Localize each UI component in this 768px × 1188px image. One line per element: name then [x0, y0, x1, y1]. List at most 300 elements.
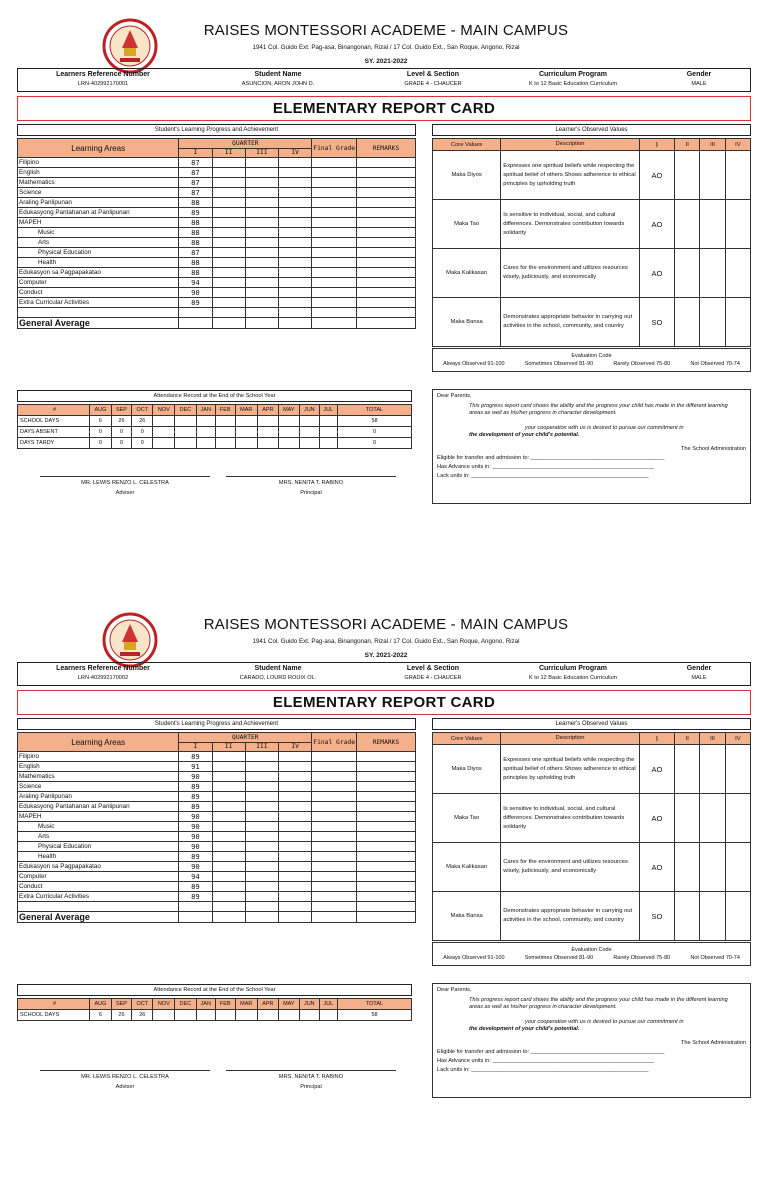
quarter-4-grade	[279, 258, 312, 268]
general-average-cell	[357, 317, 416, 328]
core-value-q4	[725, 794, 750, 843]
learning-area-label: Music	[18, 822, 179, 832]
lrn-value: LRN-402992170002	[77, 675, 129, 681]
blank-cell	[357, 308, 416, 318]
quarter-4-grade	[279, 762, 312, 772]
final-grade	[312, 802, 357, 812]
quarter-3-grade	[245, 862, 278, 872]
quarter-1-grade: 90	[179, 812, 212, 822]
core-value-q4	[725, 249, 750, 298]
remarks-cell	[357, 298, 416, 308]
learning-area-label: Physical Education	[18, 842, 179, 852]
month-header-dec: DEC	[175, 405, 196, 416]
attendance-cell: 0	[90, 438, 112, 449]
school-seal-icon	[102, 612, 158, 668]
learning-area-label: Edukasyong Pantahanan at Panlipunan	[18, 802, 179, 812]
final-grade	[312, 168, 357, 178]
attendance-hash-header: #	[18, 999, 90, 1010]
description-header: Description	[501, 733, 640, 745]
quarter-2-grade	[212, 882, 245, 892]
learning-area-label: Edukasyong Pantahanan at Panlipunan	[18, 208, 179, 218]
remarks-cell	[357, 248, 416, 258]
principal-role: Principal	[300, 490, 322, 496]
core-value-name: Maka Tao	[433, 794, 501, 843]
grade-row	[18, 198, 416, 208]
quarter-1-grade: 94	[179, 278, 212, 288]
values-section-title: Learner's Observed Values	[432, 718, 751, 730]
quarter-4-grade	[279, 238, 312, 248]
quarter-4-grade	[279, 752, 312, 762]
final-grade	[312, 268, 357, 278]
quarter-3-grade	[245, 178, 278, 188]
level-value: GRADE 4 - CHAUCER	[404, 675, 462, 681]
quarter-4-grade	[279, 298, 312, 308]
quarter-4-grade	[279, 772, 312, 782]
final-grade	[312, 188, 357, 198]
principal-role: Principal	[300, 1084, 322, 1090]
grade-row	[18, 792, 416, 802]
report-title: ELEMENTARY REPORT CARD	[17, 690, 751, 715]
attendance-row-label: SCHOOL DAYS	[18, 416, 90, 427]
core-value-description: Expresses one spiritual beliefs while respecting the spiritual belief of others Shows adherence to ethical principles by upholding truth	[501, 745, 640, 794]
attendance-cell	[235, 416, 257, 427]
core-value-q3	[700, 745, 725, 794]
parents-commitment: the development of your child's potential.	[469, 1026, 580, 1032]
remarks-cell	[357, 772, 416, 782]
blank-cell	[279, 902, 312, 912]
quarter-3-grade	[245, 158, 278, 168]
learning-area-label: Computer	[18, 278, 179, 288]
quarter-2-grade	[212, 228, 245, 238]
quarter-4-grade	[279, 248, 312, 258]
learning-area-label: English	[18, 168, 179, 178]
final-grade	[312, 238, 357, 248]
attendance-cell: 26	[132, 416, 153, 427]
core-values-table	[432, 138, 751, 347]
general-average-label: General Average	[18, 317, 179, 328]
adviser-name: MR. LEWIS RENZO L. CELESTRA	[81, 1074, 169, 1080]
month-header-feb: FEB	[215, 405, 235, 416]
quarter-1-grade: 90	[179, 772, 212, 782]
school-administration: The School Administration	[681, 1040, 746, 1046]
final-grade	[312, 772, 357, 782]
grade-row	[18, 772, 416, 782]
learning-area-label: Mathematics	[18, 772, 179, 782]
principal-name: MRS. NENITA T. RABINO	[278, 1074, 344, 1080]
general-average-row	[18, 911, 416, 922]
evaluation-code-box	[432, 942, 751, 966]
quarter-1-grade: 87	[179, 178, 212, 188]
core-value-row	[433, 794, 751, 843]
remarks-cell	[357, 892, 416, 902]
quarter-2-grade	[212, 862, 245, 872]
remarks-cell	[357, 762, 416, 772]
month-header-dec: DEC	[175, 999, 196, 1010]
quarter-2-grade	[212, 298, 245, 308]
grade-row	[18, 832, 416, 842]
month-header-oct: OCT	[132, 405, 153, 416]
quarter-3-grade	[245, 822, 278, 832]
learning-area-label: Science	[18, 188, 179, 198]
attendance-cell	[196, 1010, 215, 1021]
attendance-cell	[257, 427, 278, 438]
remarks-cell	[357, 832, 416, 842]
grade-row	[18, 278, 416, 288]
month-header-mar: MAR	[235, 999, 257, 1010]
core-value-q3	[700, 892, 725, 941]
curriculum-column	[498, 663, 648, 685]
core-value-q3	[700, 249, 725, 298]
quarter-3-grade	[245, 268, 278, 278]
month-header-apr: APR	[257, 405, 278, 416]
attendance-cell: 0	[90, 427, 112, 438]
learning-area-label: Extra Curricular Activities	[18, 892, 179, 902]
adviser-signature-line	[40, 476, 210, 477]
quarter-1-grade: 89	[179, 802, 212, 812]
quarter-3-grade	[245, 882, 278, 892]
month-header-jun: JUN	[299, 999, 319, 1010]
parents-body: This progress report card shows the ability and the progress your child has made in the different learning areas as well as his/her progress in character development.	[469, 997, 728, 1010]
grade-row	[18, 288, 416, 298]
remarks-cell	[357, 792, 416, 802]
quarter-2-grade	[212, 168, 245, 178]
quarter-3-grade	[245, 812, 278, 822]
core-value-row	[433, 745, 751, 794]
remarks-cell	[357, 842, 416, 852]
attendance-cell: 26	[111, 1010, 131, 1021]
quarter-3-grade	[245, 802, 278, 812]
quarter-1-grade: 88	[179, 228, 212, 238]
grade-row	[18, 208, 416, 218]
cv-q1-header: I	[639, 139, 674, 151]
month-header-jun: JUN	[299, 405, 319, 416]
school-year: SY. 2021-2022	[364, 652, 408, 659]
quarter-4-grade	[279, 178, 312, 188]
quarter-4-grade	[279, 862, 312, 872]
remarks-cell	[357, 208, 416, 218]
remarks-cell	[357, 882, 416, 892]
core-value-q4	[725, 298, 750, 347]
core-value-name: Maka Kalikasan	[433, 249, 501, 298]
remarks-cell	[357, 822, 416, 832]
quarter-4-grade	[279, 812, 312, 822]
eligible-line: Eligible for transfer and admission to: ___________________________________________	[437, 1049, 665, 1055]
attendance-row	[18, 1010, 412, 1021]
remarks-cell	[357, 238, 416, 248]
principal-signature-line	[226, 476, 396, 477]
month-header-nov: NOV	[153, 999, 175, 1010]
quarter-4-grade	[279, 802, 312, 812]
blank-cell	[212, 308, 245, 318]
core-value-q2	[675, 794, 700, 843]
quarter-1-grade: 88	[179, 268, 212, 278]
quarter-4-grade	[279, 892, 312, 902]
general-average-row	[18, 317, 416, 328]
quarter-4-grade	[279, 158, 312, 168]
final-grade	[312, 178, 357, 188]
quarter-3-grade	[245, 288, 278, 298]
advance-units-line: Has Advance units in: ____________________________________________________	[437, 464, 655, 470]
grade-row	[18, 852, 416, 862]
blank-row	[18, 902, 416, 912]
grade-row	[18, 872, 416, 882]
final-grade	[312, 288, 357, 298]
school-name: RAISES MONTESSORI ACADEME - MAIN CAMPUS	[203, 616, 569, 633]
final-grade	[312, 792, 357, 802]
grade-row	[18, 248, 416, 258]
attendance-cell	[299, 1010, 319, 1021]
quarter-3-grade	[245, 852, 278, 862]
final-grade-header: Final Grade	[312, 733, 357, 752]
quarter-2-grade	[212, 802, 245, 812]
month-header-feb: FEB	[215, 999, 235, 1010]
general-average-cell	[245, 911, 278, 922]
blank-cell	[179, 308, 212, 318]
attendance-title: Attendance Record at the End of the School Year	[17, 984, 412, 996]
core-value-mark: AO	[639, 249, 674, 298]
grade-row	[18, 218, 416, 228]
core-value-row	[433, 298, 751, 347]
attendance-cell	[235, 427, 257, 438]
quarter-3-grade	[245, 258, 278, 268]
quarter-1-grade: 91	[179, 762, 212, 772]
core-value-name: Maka Tao	[433, 200, 501, 249]
attendance-cell: 0	[132, 427, 153, 438]
level-value: GRADE 4 - CHAUCER	[404, 81, 462, 87]
evaluation-code-box	[432, 348, 751, 372]
quarter-4-grade	[279, 832, 312, 842]
quarter-3-grade	[245, 168, 278, 178]
quarter-2-grade	[212, 198, 245, 208]
month-header-jul: JUL	[319, 999, 337, 1010]
quarter-3-header: III	[245, 148, 278, 158]
core-value-description: Cares for the environment and utilizes resources wisely, judiciously, and economically	[501, 249, 640, 298]
quarter-4-grade	[279, 822, 312, 832]
month-header-mar: MAR	[235, 405, 257, 416]
adviser-role: Adviser	[115, 1084, 135, 1090]
final-grade	[312, 752, 357, 762]
core-value-q2	[675, 151, 700, 200]
quarter-2-grade	[212, 822, 245, 832]
remarks-cell	[357, 228, 416, 238]
attendance-hash-header: #	[18, 405, 90, 416]
attendance-cell	[153, 427, 175, 438]
lrn-column	[18, 69, 188, 91]
grade-row	[18, 228, 416, 238]
parents-greeting: Dear Parents,	[437, 393, 472, 399]
core-value-row	[433, 892, 751, 941]
quarter-2-grade	[212, 832, 245, 842]
attendance-cell: 6	[90, 1010, 112, 1021]
remarks-cell	[357, 278, 416, 288]
attendance-cell	[215, 416, 235, 427]
quarter-2-grade	[212, 268, 245, 278]
grade-row	[18, 882, 416, 892]
core-value-q2	[675, 745, 700, 794]
core-values-header: Core Values	[433, 139, 501, 151]
quarter-2-grade	[212, 218, 245, 228]
learning-progress-table	[17, 732, 416, 923]
quarter-1-grade: 88	[179, 258, 212, 268]
final-grade	[312, 248, 357, 258]
quarter-1-grade: 90	[179, 842, 212, 852]
eval-code-sometimes: Sometimes Observed 81-90	[524, 361, 594, 367]
quarter-2-grade	[212, 872, 245, 882]
quarter-2-grade	[212, 792, 245, 802]
cv-q4-header: IV	[725, 733, 750, 745]
attendance-cell	[175, 1010, 196, 1021]
attendance-cell: 0	[132, 438, 153, 449]
core-value-description: Is sensitive to individual, social, and cultural differences. Demonstrates contribution towards solidarity	[501, 794, 640, 843]
grade-row	[18, 822, 416, 832]
attendance-cell: 0	[111, 438, 131, 449]
gender-value: MALE	[691, 675, 707, 681]
remarks-cell	[357, 802, 416, 812]
attendance-cell	[257, 416, 278, 427]
quarter-1-grade: 88	[179, 198, 212, 208]
attendance-total-header: TOTAL	[338, 405, 412, 416]
attendance-cell	[215, 438, 235, 449]
final-grade	[312, 832, 357, 842]
quarter-1-grade: 89	[179, 852, 212, 862]
quarter-2-grade	[212, 762, 245, 772]
adviser-signature-line	[40, 1070, 210, 1071]
learning-area-label: Physical Education	[18, 248, 179, 258]
attendance-row-label: SCHOOL DAYS	[18, 1010, 90, 1021]
remarks-cell	[357, 862, 416, 872]
month-header-nov: NOV	[153, 405, 175, 416]
month-header-aug: AUG	[90, 405, 112, 416]
core-value-mark: AO	[639, 794, 674, 843]
curriculum-label: Curriculum Program	[538, 665, 608, 672]
attendance-cell: 6	[90, 416, 112, 427]
student-info-bar	[17, 662, 751, 686]
quarter-2-grade	[212, 188, 245, 198]
core-value-q3	[700, 298, 725, 347]
quarter-3-grade	[245, 832, 278, 842]
month-header-jul: JUL	[319, 405, 337, 416]
core-value-q4	[725, 892, 750, 941]
curriculum-value: K to 12 Basic Education Curriculum	[529, 81, 617, 87]
final-grade	[312, 762, 357, 772]
lrn-label: Learners Reference Number	[56, 665, 150, 672]
gender-column	[648, 663, 750, 685]
learning-progress-table	[17, 138, 416, 329]
school-name: RAISES MONTESSORI ACADEME - MAIN CAMPUS	[203, 22, 569, 39]
principal-signature	[226, 1070, 396, 1090]
core-value-row	[433, 200, 751, 249]
quarter-1-grade: 87	[179, 168, 212, 178]
core-value-description: Is sensitive to individual, social, and cultural differences. Demonstrates contribution towards solidarity	[501, 200, 640, 249]
month-header-apr: APR	[257, 999, 278, 1010]
gender-value: MALE	[691, 81, 707, 87]
core-value-q4	[725, 843, 750, 892]
quarter-3-grade	[245, 278, 278, 288]
quarter-1-grade: 89	[179, 752, 212, 762]
core-value-description: Demonstrates appropriate behavior in carrying out activities in the school, community, and country	[501, 892, 640, 941]
attendance-cell	[299, 438, 319, 449]
remarks-cell	[357, 812, 416, 822]
month-header-jan: JAN	[196, 999, 215, 1010]
grade-row	[18, 802, 416, 812]
final-grade	[312, 218, 357, 228]
remarks-cell	[357, 268, 416, 278]
final-grade	[312, 208, 357, 218]
core-value-mark: SO	[639, 298, 674, 347]
adviser-role: Adviser	[115, 490, 135, 496]
quarter-4-grade	[279, 228, 312, 238]
remarks-cell	[357, 198, 416, 208]
learning-area-label: Edukasyon sa Pagpapakatao	[18, 862, 179, 872]
grade-row	[18, 158, 416, 168]
month-header-sep: SEP	[111, 405, 131, 416]
quarter-2-header: II	[212, 742, 245, 752]
core-value-row	[433, 249, 751, 298]
quarter-2-grade	[212, 208, 245, 218]
eval-code-not: Not Observed 70-74	[690, 955, 740, 961]
core-value-q2	[675, 249, 700, 298]
principal-signature-line	[226, 1070, 396, 1071]
description-header: Description	[501, 139, 640, 151]
remarks-cell	[357, 168, 416, 178]
final-grade	[312, 822, 357, 832]
grade-row	[18, 782, 416, 792]
general-average-cell	[279, 911, 312, 922]
learning-area-label: Arts	[18, 238, 179, 248]
lrn-value: LRN-402992170001	[77, 81, 129, 87]
eval-code-always: Always Observed 91-100	[443, 361, 505, 367]
level-column	[368, 663, 498, 685]
attendance-total: 58	[338, 416, 412, 427]
lrn-column	[18, 663, 188, 685]
quarter-4-grade	[279, 792, 312, 802]
quarter-4-grade	[279, 882, 312, 892]
level-column	[368, 69, 498, 91]
school-address: 1941 Col. Guido Ext. Pag-asa, Binangonan, Rizal / 17 Col. Guido Ext., San Roque, Angono, Rizal	[252, 638, 520, 645]
attendance-cell	[175, 427, 196, 438]
quarter-4-grade	[279, 852, 312, 862]
grade-row	[18, 168, 416, 178]
core-value-q3	[700, 200, 725, 249]
quarter-2-header: II	[212, 148, 245, 158]
general-average-cell	[245, 317, 278, 328]
quarter-1-grade: 88	[179, 238, 212, 248]
quarter-2-grade	[212, 288, 245, 298]
student-name-column	[188, 663, 368, 685]
quarter-3-grade	[245, 892, 278, 902]
quarter-4-grade	[279, 288, 312, 298]
attendance-row-label: DAYS ABSENT	[18, 427, 90, 438]
core-value-q3	[700, 151, 725, 200]
core-value-name: Maka Bansa	[433, 892, 501, 941]
general-average-cell	[179, 911, 212, 922]
gender-label: Gender	[686, 71, 712, 78]
attendance-cell	[319, 1010, 337, 1021]
grade-row	[18, 178, 416, 188]
learning-area-label: English	[18, 762, 179, 772]
values-section-title: Learner's Observed Values	[432, 124, 751, 136]
attendance-cell	[257, 438, 278, 449]
month-header-sep: SEP	[111, 999, 131, 1010]
gender-label: Gender	[686, 665, 712, 672]
eval-code-rarely: Rarely Observed 75-80	[613, 361, 671, 367]
general-average-label: General Average	[18, 911, 179, 922]
advance-units-line: Has Advance units in: ____________________________________________________	[437, 1058, 655, 1064]
core-value-description: Demonstrates appropriate behavior in carrying out activities in the school, community, and country	[501, 298, 640, 347]
quarter-4-grade	[279, 782, 312, 792]
attendance-cell	[319, 427, 337, 438]
eval-code-always: Always Observed 91-100	[443, 955, 505, 961]
